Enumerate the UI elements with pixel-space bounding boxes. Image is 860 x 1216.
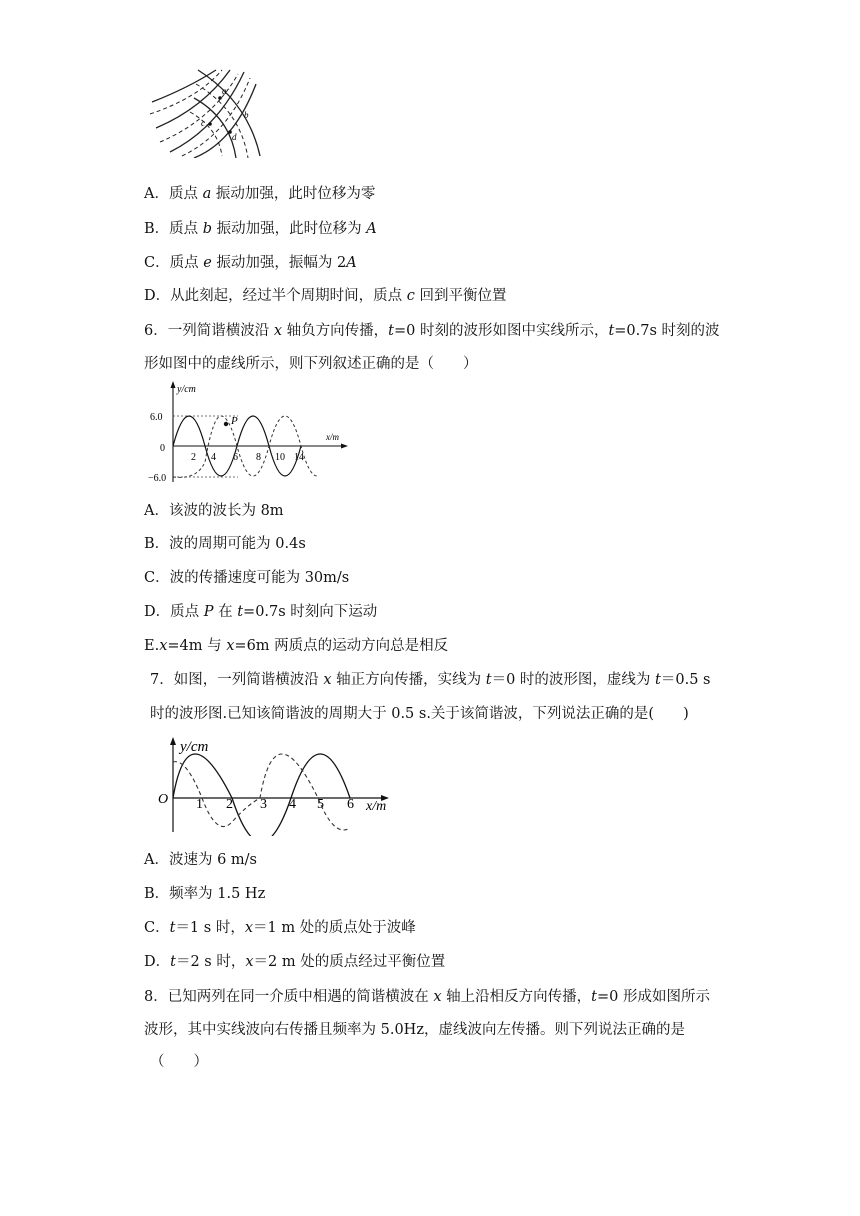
point-a-label: a (222, 86, 227, 96)
q6-stem-line2: 形如图中的虚线所示，则下列叙述正确的是（ ） (144, 356, 478, 372)
q7-option-d: D．t＝2 s 时，x＝2 m 处的质点经过平衡位置 (144, 954, 446, 970)
q7-x-tick-2: 2 (226, 797, 233, 812)
q7-x-tick-6: 6 (347, 797, 354, 812)
point-b-label: b (244, 110, 249, 120)
q6-x-tick-8: 8 (256, 452, 261, 463)
q6-x-tick-14: 14 (294, 452, 304, 463)
q7-x-tick-4: 4 (289, 797, 296, 812)
q7-dashed-wave (173, 754, 350, 830)
interference-figure (148, 68, 268, 158)
q7-stem-line2: 时的波形图.已知该简谐波的周期大于 0.5 s.关于该简谐波，下列说法正确的是( ) (150, 706, 689, 722)
q6-stem-line1: 6．一列简谐横波沿 x 轴负方向传播，t=0 时刻的波形如图中实线所示，t=0.7s 时刻的波 (144, 323, 720, 339)
q6-y-tick-zero: 0 (160, 443, 165, 454)
point-c-label: c (201, 118, 205, 128)
q7-option-c: C．t＝1 s 时，x＝1 m 处的质点处于波峰 (144, 920, 416, 936)
q7-option-b: B．频率为 1.5 Hz (144, 886, 266, 902)
q5-option-a: A．质点 a 振动加强，此时位移为零 (144, 186, 376, 202)
q6-y-tick-min: −6.0 (148, 473, 167, 484)
q6-point-p-label: P (231, 415, 238, 427)
q6-y-axis-label: y/cm (177, 384, 196, 395)
q7-wave-figure (156, 736, 396, 836)
q7-solid-wave (173, 754, 350, 836)
q5-option-c: C．质点 e 振动加强，振幅为 2A (144, 255, 357, 271)
q6-point-p (224, 422, 228, 426)
q7-option-a: A．波速为 6 m/s (144, 852, 257, 868)
q6-option-e: E.x=4m 与 x=6m 两质点的运动方向总是相反 (144, 638, 449, 654)
q6-option-a: A．该波的波长为 8m (144, 503, 284, 519)
point-d-label: d (232, 132, 237, 142)
q7-stem-line1: 7．如图，一列简谐横波沿 x 轴正方向传播，实线为 t＝0 时的波形图，虚线为 t＝0.5 s (150, 672, 711, 688)
q6-wave-figure (146, 380, 352, 486)
q7-x-tick-1: 1 (196, 797, 203, 812)
q8-stem-line2: 波形，其中实线波向右传播且频率为 5.0Hz，虚线波向左传播。则下列说法正确的是 (144, 1022, 685, 1038)
q6-option-d: D．质点 P 在 t=0.7s 时刻向下运动 (144, 604, 378, 620)
q7-x-tick-3: 3 (260, 797, 267, 812)
q6-dashed-wave (173, 416, 317, 477)
q7-y-axis-label: y/cm (180, 739, 209, 755)
q6-x-tick-2: 2 (191, 452, 196, 463)
q5-option-b: B．质点 b 振动加强，此时位移为 A (144, 221, 377, 237)
q7-origin-label: O (158, 792, 169, 807)
q6-x-tick-10: 10 (275, 452, 285, 463)
q7-x-axis-label: x/m (366, 799, 387, 814)
q8-stem-line3: （ ） (150, 1054, 208, 1070)
q6-x-axis-label: x/m (326, 432, 339, 442)
q8-stem-line1: 8．已知两列在同一介质中相遇的简谐横波在 x 轴上沿相反方向传播，t=0 形成如图所示 (144, 989, 710, 1005)
q7-x-tick-5: 5 (317, 797, 324, 812)
q6-x-tick-4: 4 (211, 452, 216, 463)
q5-option-d: D．从此刻起，经过半个周期时间，质点 c 回到平衡位置 (144, 288, 507, 304)
q6-option-b: B．波的周期可能为 0.4s (144, 536, 306, 552)
q6-x-tick-6: 6 (233, 452, 238, 463)
q6-option-c: C．波的传播速度可能为 30m/s (144, 570, 350, 586)
q6-y-tick-max: 6.0 (150, 412, 163, 423)
